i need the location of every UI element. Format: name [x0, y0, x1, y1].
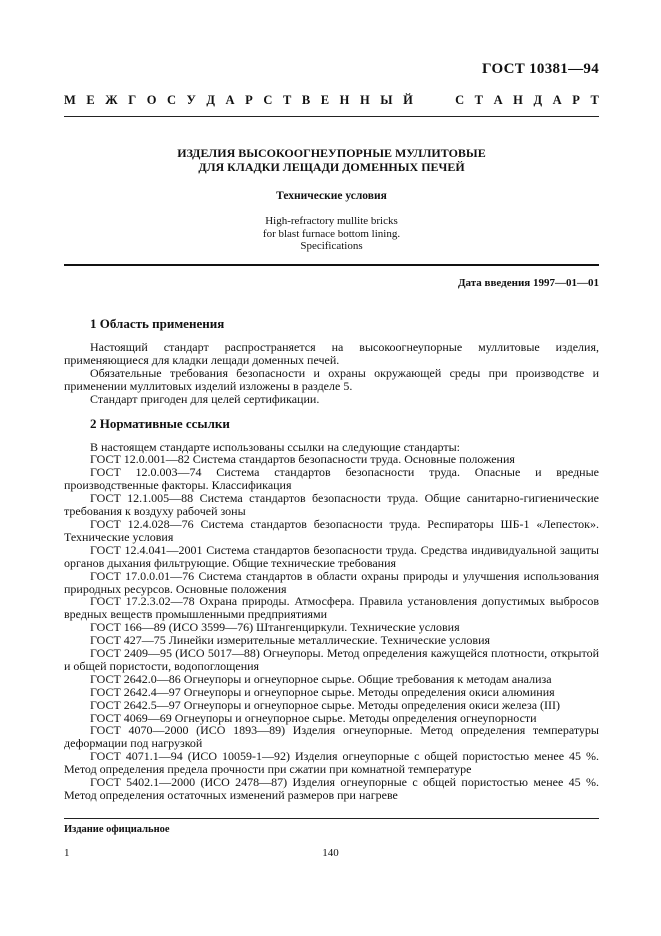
- banner-letter: Ы: [380, 93, 393, 107]
- section-1-heading: 1 Область применения: [90, 316, 225, 331]
- banner-letter: Е: [86, 93, 95, 107]
- reference-paragraph: ГОСТ 2642.5—97 Огнеупоры и огнеупорное сырье. Методы определения окиси железа (III): [90, 697, 561, 712]
- banner-letter: Е: [320, 93, 330, 107]
- title-line-1: ИЗДЕЛИЯ ВЫСОКООГНЕУПОРНЫЕ МУЛЛИТОВЫЕ: [177, 146, 486, 160]
- banner-letter: С: [263, 93, 273, 107]
- section-2-body: [64, 441, 599, 802]
- banner-letter: А: [225, 93, 235, 107]
- reference-paragraph: ГОСТ 4071.1—94 (ИСО 10059-1—92) Изделия огнеупорные с общей пористостью менее 45 %. Метод определения предела прочности при сжатии при комнатной температуре: [64, 749, 599, 777]
- english-title: [64, 215, 599, 253]
- reference-paragraph: ГОСТ 2409—95 (ИСО 5017—88) Огнеупоры. Метод определения кажущейся плотности, открытой и общей пористости, водопоглощения: [64, 646, 599, 673]
- section-1-body: [64, 341, 599, 406]
- page-number: 140: [322, 847, 339, 859]
- reference-paragraph: ГОСТ 2642.4—97 Огнеупоры и огнеупорное сырье. Методы определения окиси алюминия: [90, 684, 555, 699]
- english-title-line-1: High-refractory mullite bricks: [265, 215, 398, 227]
- reference-paragraph: ГОСТ 2642.0—86 Огнеупоры и огнеупорное сырье. Общие требования к методам анализа: [90, 671, 552, 686]
- banner-letter: О: [146, 93, 157, 107]
- reference-paragraph: ГОСТ 4069—69 Огнеупоры и огнеупорное сырье. Методы определения огнеупорности: [90, 710, 537, 725]
- reference-paragraph: ГОСТ 12.1.005—88 Система стандартов безопасности труда. Общие санитарно-гигиенические требования к воздуху рабочей зоны: [64, 491, 599, 519]
- banner-letter: Н: [339, 93, 350, 107]
- banner-letter: Т: [474, 93, 484, 107]
- document-subtitle: Технические условия: [276, 190, 387, 202]
- banner-letter: Р: [245, 93, 253, 107]
- banner-letter: Г: [128, 93, 137, 107]
- reference-paragraph: ГОСТ 166—89 (ИСО 3599—76) Штангенциркули. Технические условия: [90, 620, 460, 635]
- reference-paragraph: ГОСТ 4070—2000 (ИСО 1893—89) Изделия огнеупорные. Метод определения температуры деформации под нагрузкой: [64, 723, 599, 751]
- scope-paragraph: Стандарт пригоден для целей сертификации.: [90, 391, 320, 406]
- reference-paragraph: В настоящем стандарте использованы ссылки на следующие стандарты:: [90, 439, 461, 454]
- banner-letter: В: [301, 93, 311, 107]
- reference-paragraph: ГОСТ 12.0.003—74 Система стандартов безопасности труда. Опасные и вредные производственные факторы. Классификация: [64, 465, 599, 493]
- english-title-line-3: Specifications: [300, 240, 363, 252]
- banner-letter: С: [167, 93, 177, 107]
- section-2-heading: 2 Нормативные ссылки: [90, 415, 230, 431]
- reference-paragraph: ГОСТ 12.0.001—82 Система стандартов безопасности труда. Основные положения: [90, 452, 515, 467]
- scope-paragraph: Настоящий стандарт распространяется на высокоогнеупорные муллитовые изделия, применяющиеся для кладки лещади доменных печей.: [64, 340, 599, 367]
- banner-letter: М: [64, 93, 76, 107]
- reference-paragraph: ГОСТ 17.0.0.01—76 Система стандартов в области охраны природы и улучшения использования природных ресурсов. Основные положения: [64, 568, 599, 596]
- introduction-date: Дата введения 1997—01—01: [457, 277, 599, 289]
- banner-letter: А: [552, 93, 562, 107]
- header-rule: [64, 116, 599, 117]
- folio-left: 1: [64, 847, 70, 859]
- banner-letter: Р: [572, 93, 580, 107]
- banner-letter: Д: [533, 93, 543, 107]
- banner-letter: С: [455, 93, 465, 107]
- english-title-line-2: for blast furnace bottom lining.: [262, 227, 401, 240]
- banner-letter: Ж: [105, 93, 118, 107]
- banner-letter: Й: [403, 93, 413, 107]
- reference-paragraph: ГОСТ 427—75 Линейки измерительные металлические. Технические условия: [90, 633, 491, 648]
- banner-letter: Н: [359, 93, 370, 107]
- reference-paragraph: ГОСТ 17.2.3.02—78 Охрана природы. Атмосфера. Правила установления допустимых выбросов вредных веществ промышленными предприятиями: [64, 594, 599, 622]
- document-title: [64, 146, 599, 174]
- title-line-2: ДЛЯ КЛАДКИ ЛЕЩАДИ ДОМЕННЫХ ПЕЧЕЙ: [198, 160, 465, 174]
- banner-letter: Т: [590, 93, 599, 107]
- reference-paragraph: ГОСТ 12.4.041—2001 Система стандартов безопасности труда. Средства индивидуальной защиты органов дыхания фильтрующие. Общие технические требования: [64, 542, 599, 570]
- document-code: ГОСТ 10381—94: [481, 61, 599, 77]
- banner-letter: Н: [513, 93, 523, 107]
- banner-letter: Т: [282, 93, 292, 107]
- interstate-standard-banner: [64, 93, 599, 108]
- scope-paragraph: Обязательные требования безопасности и охраны окружающей среды при производстве и применении муллитовых изделий изложены в разделе 5.: [64, 365, 599, 393]
- footer-rule: [64, 818, 599, 819]
- reference-paragraph: ГОСТ 12.4.028—76 Система стандартов безопасности труда. Респираторы ШБ-1 «Лепесток». Технические условия: [64, 516, 599, 544]
- title-rule: [64, 264, 599, 266]
- document-body: [64, 316, 599, 802]
- banner-letter: Д: [206, 93, 215, 107]
- banner-letter: У: [186, 93, 196, 107]
- banner-letter: А: [493, 93, 503, 107]
- reference-paragraph: ГОСТ 5402.1—2000 (ИСО 2478—87) Изделия огнеупорные с общей пористостью менее 45 %. Метод определения остаточных изменений размеров при нагреве: [64, 775, 599, 802]
- edition-note: Издание официальное: [64, 824, 170, 835]
